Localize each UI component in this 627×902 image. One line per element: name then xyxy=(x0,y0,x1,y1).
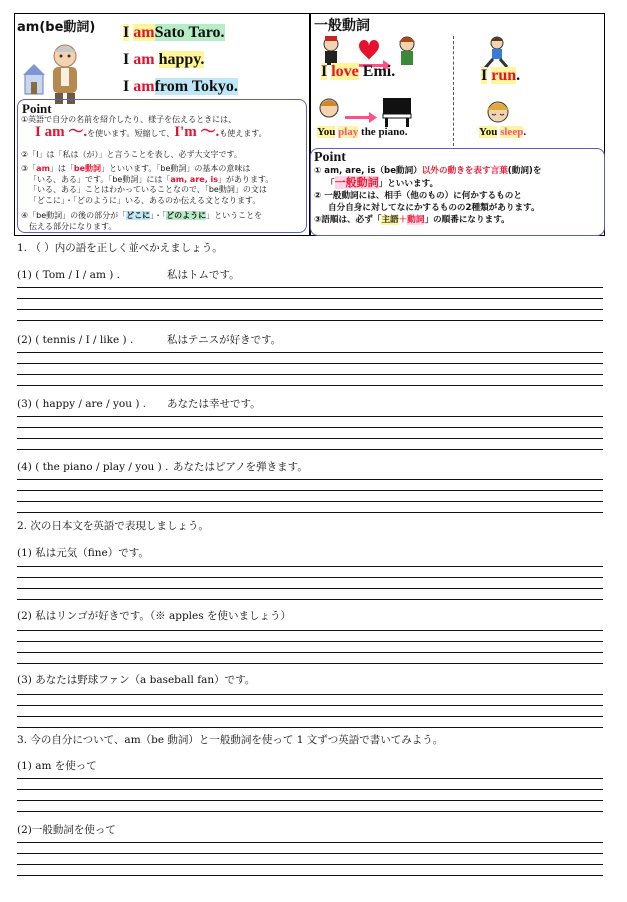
answer-line[interactable] xyxy=(17,416,603,417)
answer-line[interactable] xyxy=(17,599,603,600)
answer-line[interactable] xyxy=(17,789,603,790)
answer-line[interactable] xyxy=(17,853,603,854)
sleep-sentence: You sleep. xyxy=(479,126,527,138)
answer-line[interactable] xyxy=(17,641,603,642)
q1-1-jp: 私はトムです。 xyxy=(167,269,240,281)
general-verb-panel xyxy=(310,13,605,236)
answer-line[interactable] xyxy=(17,800,603,801)
heart-icon xyxy=(359,40,379,60)
general-point-title: Point xyxy=(314,150,346,165)
answer-line[interactable] xyxy=(17,588,603,589)
arrow-right-icon xyxy=(345,112,377,123)
q1-3-label: (3) ( happy / are / you ) . xyxy=(17,398,147,410)
be-sentence-3: I amfrom Tokyo. xyxy=(123,78,238,95)
love-sentence: I love Emi. xyxy=(321,63,396,80)
general-point-box xyxy=(310,148,605,236)
answer-line[interactable] xyxy=(17,705,603,706)
answer-line[interactable] xyxy=(17,566,603,567)
section1-heading: 1. （ ）内の語を正しく並べかえましょう。 xyxy=(17,242,223,254)
teacher-illustration xyxy=(23,38,95,106)
answer-line[interactable] xyxy=(17,864,603,865)
be-point-box xyxy=(17,99,307,233)
answer-line[interactable] xyxy=(17,438,603,439)
answer-line[interactable] xyxy=(17,479,603,480)
answer-line[interactable] xyxy=(17,385,603,386)
example-divider xyxy=(453,36,454,146)
answer-line[interactable] xyxy=(17,727,603,728)
answer-line[interactable] xyxy=(17,490,603,491)
answer-line[interactable] xyxy=(17,694,603,695)
running-boy-icon xyxy=(479,36,513,70)
be-point-title: Point xyxy=(22,101,52,116)
answer-line[interactable] xyxy=(17,449,603,450)
be-point-2: ②「I」は「私は（が）」と言うことを表し、必ず大文字です。 xyxy=(21,150,242,159)
answer-line[interactable] xyxy=(17,352,603,353)
girl-icon xyxy=(320,99,338,117)
answer-line[interactable] xyxy=(17,577,603,578)
q1-1 xyxy=(17,267,240,282)
q1-4-jp: あなたはピアノを弾きます。 xyxy=(173,461,308,473)
be-verb-title: am(be動詞) xyxy=(17,20,96,35)
answer-line[interactable] xyxy=(17,298,603,299)
q1-3 xyxy=(17,396,261,411)
answer-line[interactable] xyxy=(17,811,603,812)
girl-icon xyxy=(399,37,415,65)
be-sentence-2: I am happy. xyxy=(123,51,205,68)
answer-line[interactable] xyxy=(17,663,603,664)
q3-1-label: (1) am を使って xyxy=(17,760,97,772)
answer-line[interactable] xyxy=(17,374,603,375)
q1-2 xyxy=(17,332,281,347)
q3-2-label: (2)一般動詞を使って xyxy=(17,824,116,836)
answer-line[interactable] xyxy=(17,716,603,717)
play-sentence: You play the piano. xyxy=(317,126,408,138)
q1-4 xyxy=(17,459,308,474)
sleeping-girl-icon xyxy=(481,98,515,126)
answer-line[interactable] xyxy=(17,512,603,513)
boy-icon xyxy=(324,36,338,65)
be-point-3: ③「am」は「be動詞」といいます。「be動詞」の基本の意味は 「いる、ある」です。「be動詞」には「am, are, is」があります。 「いる、ある」ことはわかっていることなので、「be動詞」の文は 「どこに」・「どのように」いる、あるのか伝える文となります。 xyxy=(21,164,274,205)
answer-line[interactable] xyxy=(17,320,603,321)
answer-line[interactable] xyxy=(17,778,603,779)
q1-2-jp: 私はテニスが好きです。 xyxy=(167,334,282,346)
be-point-4: ④「be動詞」の後の部分が「どこに」・「どのように」ということを 伝える部分になります。 xyxy=(21,211,263,231)
answer-line[interactable] xyxy=(17,427,603,428)
answer-line[interactable] xyxy=(17,309,603,310)
answer-line[interactable] xyxy=(17,652,603,653)
answer-line[interactable] xyxy=(17,842,603,843)
be-point-1: ①英語で自分の名前を紹介したり、様子を伝えるときには、 I am ～.を使います。短縮して、I'm ～.も使えます。 xyxy=(21,115,267,140)
general-verb-title: 一般動詞 xyxy=(314,18,370,34)
answer-line[interactable] xyxy=(17,363,603,364)
section2-heading: 2. 次の日本文を英語で表現しましょう。 xyxy=(17,520,209,532)
q1-2-label: (2) ( tennis / I / like ) . xyxy=(17,334,134,346)
play-illustration xyxy=(317,96,417,128)
answer-line[interactable] xyxy=(17,875,603,876)
q2-2-label: (2) 私はリンゴが好きです。（※ apples を使いましょう） xyxy=(17,610,291,622)
q2-1-label: (1) 私は元気（fine）です。 xyxy=(17,547,149,559)
general-point-text: ① am, are, is（be動詞）以外の動きを表す言葉(動詞)を 「一般動詞」といいます。 ② 一般動詞には、相手（他のもの）に何かするものと 自分自身に対してなにかするものの2種類があります。 ③語順は、必ず「主語＋動詞」の順番になります。 xyxy=(314,166,542,225)
q1-3-jp: あなたは幸せです。 xyxy=(167,398,261,410)
q2-3-label: (3) あなたは野球ファン（a baseball fan）です。 xyxy=(17,674,256,686)
be-verb-panel xyxy=(14,13,310,236)
answer-line[interactable] xyxy=(17,630,603,631)
run-sentence: I run. xyxy=(481,67,521,84)
answer-line[interactable] xyxy=(17,287,603,288)
q1-4-label: (4) ( the piano / play / you ) . xyxy=(17,461,169,473)
section3-heading: 3. 今の自分について、am（be 動詞）と一般動詞を使って 1 文ずつ英語で書いてみよう。 xyxy=(17,734,444,746)
piano-icon xyxy=(383,98,411,127)
q1-1-label: (1) ( Tom / I / am ) . xyxy=(17,269,121,281)
answer-line[interactable] xyxy=(17,501,603,502)
be-sentence-1: I amSato Taro. xyxy=(123,24,225,41)
